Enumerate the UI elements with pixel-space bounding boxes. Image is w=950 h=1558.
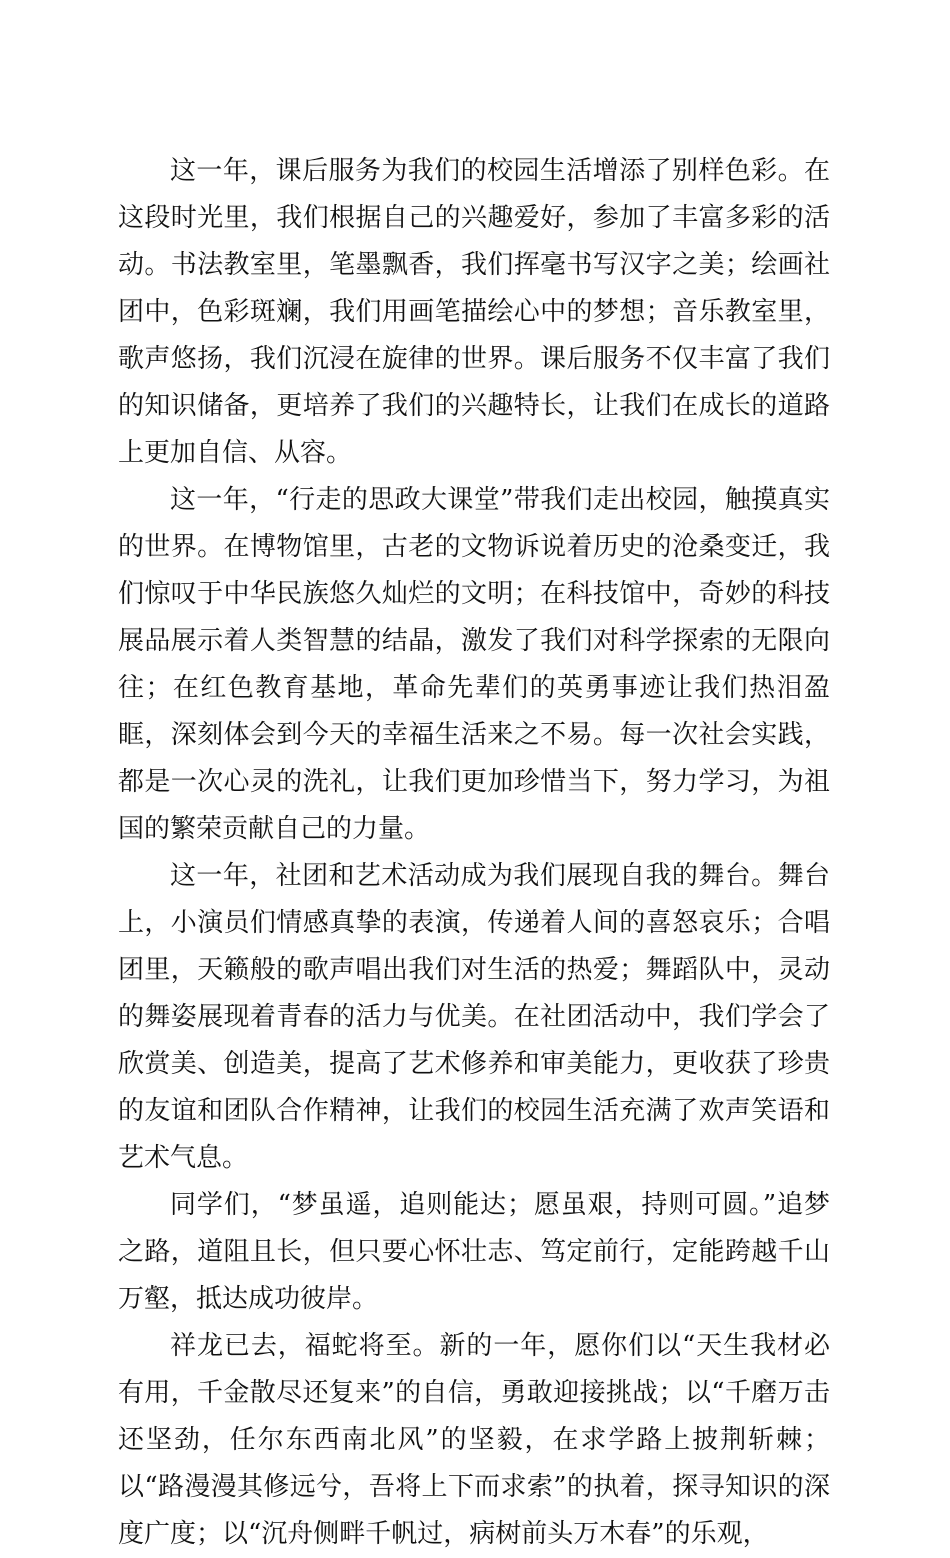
paragraph-dream-pursuit: 同学们，“梦虽遥，追则能达；愿虽艰，持则可圆。”追梦之路，道阻且长，但只要心怀壮志、笃定前行，定能跨越千山万壑，抵达成功彼岸。 [118, 1190, 830, 1314]
paragraph-new-year-wishes: 祥龙已去，福蛇将至。新的一年，愿你们以“天生我材必有用，千金散尽还复来”的自信，勇敢迎接挑战；以“千磨万击还坚劲，任尔东西南北风”的坚毅，在求学路上披荆斩棘；以“路漫漫其修远兮，吾将上下而求索”的执着，探寻知识的深度广度；以“沉舟侧畔千帆过，病树前头万木春”的乐观， [118, 1331, 830, 1549]
document-body [118, 148, 830, 1558]
paragraph-after-school-services: 这一年，课后服务为我们的校园生活增添了别样色彩。在这段时光里，我们根据自己的兴趣爱好，参加了丰富多彩的活动。书法教室里，笔墨飘香，我们挥毫书写汉字之美；绘画社团中，色彩斑斓，我们用画笔描绘心中的梦想；音乐教室里，歌声悠扬，我们沉浸在旋律的世界。课后服务不仅丰富了我们的知识储备，更培养了我们的兴趣特长，让我们在成长的道路上更加自信、从容。 [118, 156, 830, 468]
paragraph-ideological-classroom: 这一年，“行走的思政大课堂”带我们走出校园，触摸真实的世界。在博物馆里，古老的文物诉说着历史的沧桑变迁，我们惊叹于中华民族悠久灿烂的文明；在科技馆中，奇妙的科技展品展示着人类智慧的结晶，激发了我们对科学探索的无限向往；在红色教育基地，革命先辈们的英勇事迹让我们热泪盈眶，深刻体会到今天的幸福生活来之不易。每一次社会实践，都是一次心灵的洗礼，让我们更加珍惜当下，努力学习，为祖国的繁荣贡献自己的力量。 [118, 485, 830, 844]
paragraph-clubs-and-arts: 这一年，社团和艺术活动成为我们展现自我的舞台。舞台上，小演员们情感真挚的表演，传递着人间的喜怒哀乐；合唱团里，天籁般的歌声唱出我们对生活的热爱；舞蹈队中，灵动的舞姿展现着青春的活力与优美。在社团活动中，我们学会了欣赏美、创造美，提高了艺术修养和审美能力，更收获了珍贵的友谊和团队合作精神，让我们的校园生活充满了欢声笑语和艺术气息。 [118, 861, 830, 1173]
